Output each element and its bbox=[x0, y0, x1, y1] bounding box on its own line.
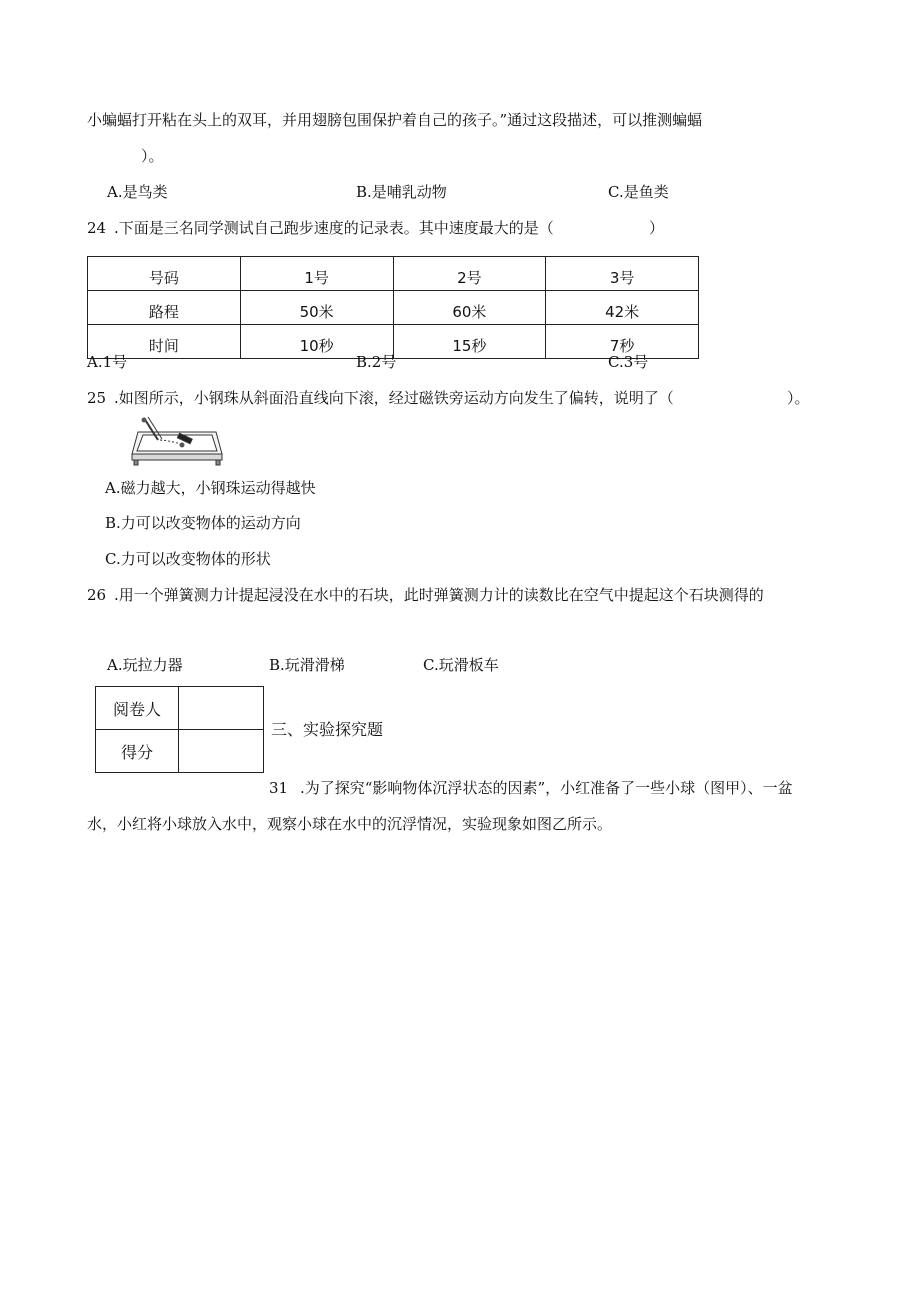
score-label: 得分 bbox=[96, 730, 179, 773]
q24-close: ） bbox=[649, 219, 665, 237]
q24-option-a[interactable]: A.1号 bbox=[87, 353, 128, 371]
score-box bbox=[95, 686, 264, 773]
reviewer-field[interactable] bbox=[179, 687, 264, 730]
q24-option-b[interactable]: B.2号 bbox=[356, 353, 397, 371]
q26-stem: .用一个弹簧测力计提起浸没在水中的石块，此时弹簧测力计的读数比在空气中提起这个石块测得的 bbox=[114, 586, 764, 604]
q23-option-a[interactable]: A.是鸟类 bbox=[107, 183, 168, 201]
q23-option-b[interactable]: B.是哺乳动物 bbox=[356, 183, 447, 201]
table-cell: 1号 bbox=[240, 257, 393, 291]
table-row bbox=[88, 257, 699, 291]
q25-close: ）。 bbox=[787, 389, 810, 407]
q25-option-a[interactable]: A.磁力越大，小钢珠运动得越快 bbox=[105, 479, 316, 497]
q26-option-c[interactable]: C.玩滑板车 bbox=[423, 656, 499, 674]
q26-number: 26 bbox=[87, 586, 107, 604]
table-row bbox=[88, 291, 699, 325]
table-cell: 路程 bbox=[88, 291, 241, 325]
q25-stem: .如图所示，小钢珠从斜面沿直线向下滚，经过磁铁旁运动方向发生了偏转，说明了（ bbox=[114, 389, 674, 407]
table-cell: 42米 bbox=[546, 291, 699, 325]
speed-record-table bbox=[87, 256, 699, 359]
score-field[interactable] bbox=[179, 730, 264, 773]
q23-option-c[interactable]: C.是鱼类 bbox=[608, 183, 669, 201]
q24-number: 24 bbox=[87, 219, 107, 237]
table-cell: 2号 bbox=[393, 257, 546, 291]
table-cell: 50米 bbox=[240, 291, 393, 325]
table-cell: 15秒 bbox=[393, 325, 546, 359]
table-cell: 10秒 bbox=[240, 325, 393, 359]
q31-number: 31 bbox=[269, 779, 289, 797]
q23-blank-end: ）。 bbox=[141, 147, 164, 165]
table-cell: 60米 bbox=[393, 291, 546, 325]
q25-option-b[interactable]: B.力可以改变物体的运动方向 bbox=[105, 514, 301, 532]
q26-option-a[interactable]: A.玩拉力器 bbox=[107, 656, 183, 674]
q31-line1: .为了探究“影响物体沉浮状态的因素”，小红准备了一些小球（图甲）、一盆 bbox=[300, 779, 793, 797]
table-row bbox=[96, 687, 264, 730]
section-3-title: 三、实验探究题 bbox=[271, 720, 384, 739]
table-cell: 时间 bbox=[88, 325, 241, 359]
q25-number: 25 bbox=[87, 389, 107, 407]
q26-option-b[interactable]: B.玩滑滑梯 bbox=[269, 656, 345, 674]
q31-line2: 水，小红将小球放入水中，观察小球在水中的沉浮情况，实验现象如图乙所示。 bbox=[87, 815, 613, 833]
reviewer-label: 阅卷人 bbox=[96, 687, 179, 730]
ramp-magnet-figure bbox=[124, 414, 224, 468]
q23-continuation: 小蝙蝠打开粘在头上的双耳，并用翅膀包围保护着自己的孩子。”通过这段描述，可以推测蝙蝠 bbox=[87, 111, 703, 129]
q24-option-c[interactable]: C.3号 bbox=[608, 353, 649, 371]
table-row bbox=[96, 730, 264, 773]
table-cell: 7秒 bbox=[546, 325, 699, 359]
q25-option-c[interactable]: C.力可以改变物体的形状 bbox=[105, 550, 271, 568]
q24-stem: .下面是三名同学测试自己跑步速度的记录表。其中速度最大的是（ bbox=[114, 219, 554, 237]
table-cell: 号码 bbox=[88, 257, 241, 291]
table-cell: 3号 bbox=[546, 257, 699, 291]
